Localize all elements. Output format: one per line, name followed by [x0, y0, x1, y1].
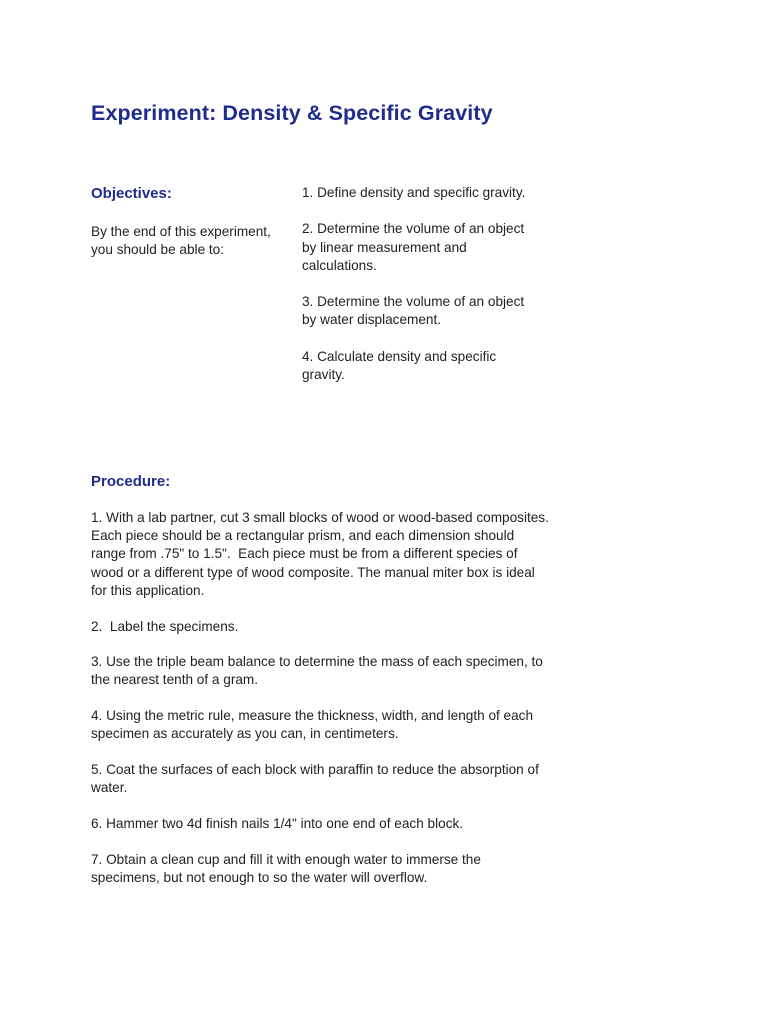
procedure-step: 7. Obtain a clean cup and fill it with enough water to immerse the specimens, but not enough to so the water will overflow. [91, 851, 485, 885]
procedure-step: 2. Label the specimens. [91, 618, 239, 634]
objective-item: 2. Determine the volume of an object by linear measurement and calculations. [302, 221, 525, 273]
procedure-step: 6. Hammer two 4d finish nails 1/4" into one end of each block. [91, 815, 464, 831]
document-title: Experiment: Density & Specific Gravity [91, 101, 493, 125]
objectives-list [302, 184, 537, 402]
procedure-step: 3. Use the triple beam balance to determine the mass of each specimen, to the nearest tenth of a gram. [91, 654, 547, 688]
procedure-heading: Procedure: [91, 473, 171, 490]
objective-item: 3. Determine the volume of an object by water displacement. [302, 294, 525, 328]
procedure-step: 1. With a lab partner, cut 3 small blocks of wood or wood-based composites. Each piece should be a rectangular prism, and each dimension should range from .75" to 1.5". Each piece must be from a different species of wood or a different type of wood composite. The manual miter box is ideal for this application. [91, 510, 557, 598]
objective-item: 4. Calculate density and specific gravity. [302, 348, 497, 383]
procedure-list [91, 509, 557, 905]
procedure-step: 5. Coat the surfaces of each block with paraffin to reduce the absorption of water. [91, 762, 543, 796]
objectives-intro: By the end of this experiment, you should be able to: [91, 224, 271, 258]
procedure-step: 4. Using the metric rule, measure the thickness, width, and length of each specimen as accurately as you can, in centimeters. [91, 708, 537, 742]
objectives-heading: Objectives: [91, 185, 172, 202]
objective-item: 1. Define density and specific gravity. [302, 185, 526, 200]
